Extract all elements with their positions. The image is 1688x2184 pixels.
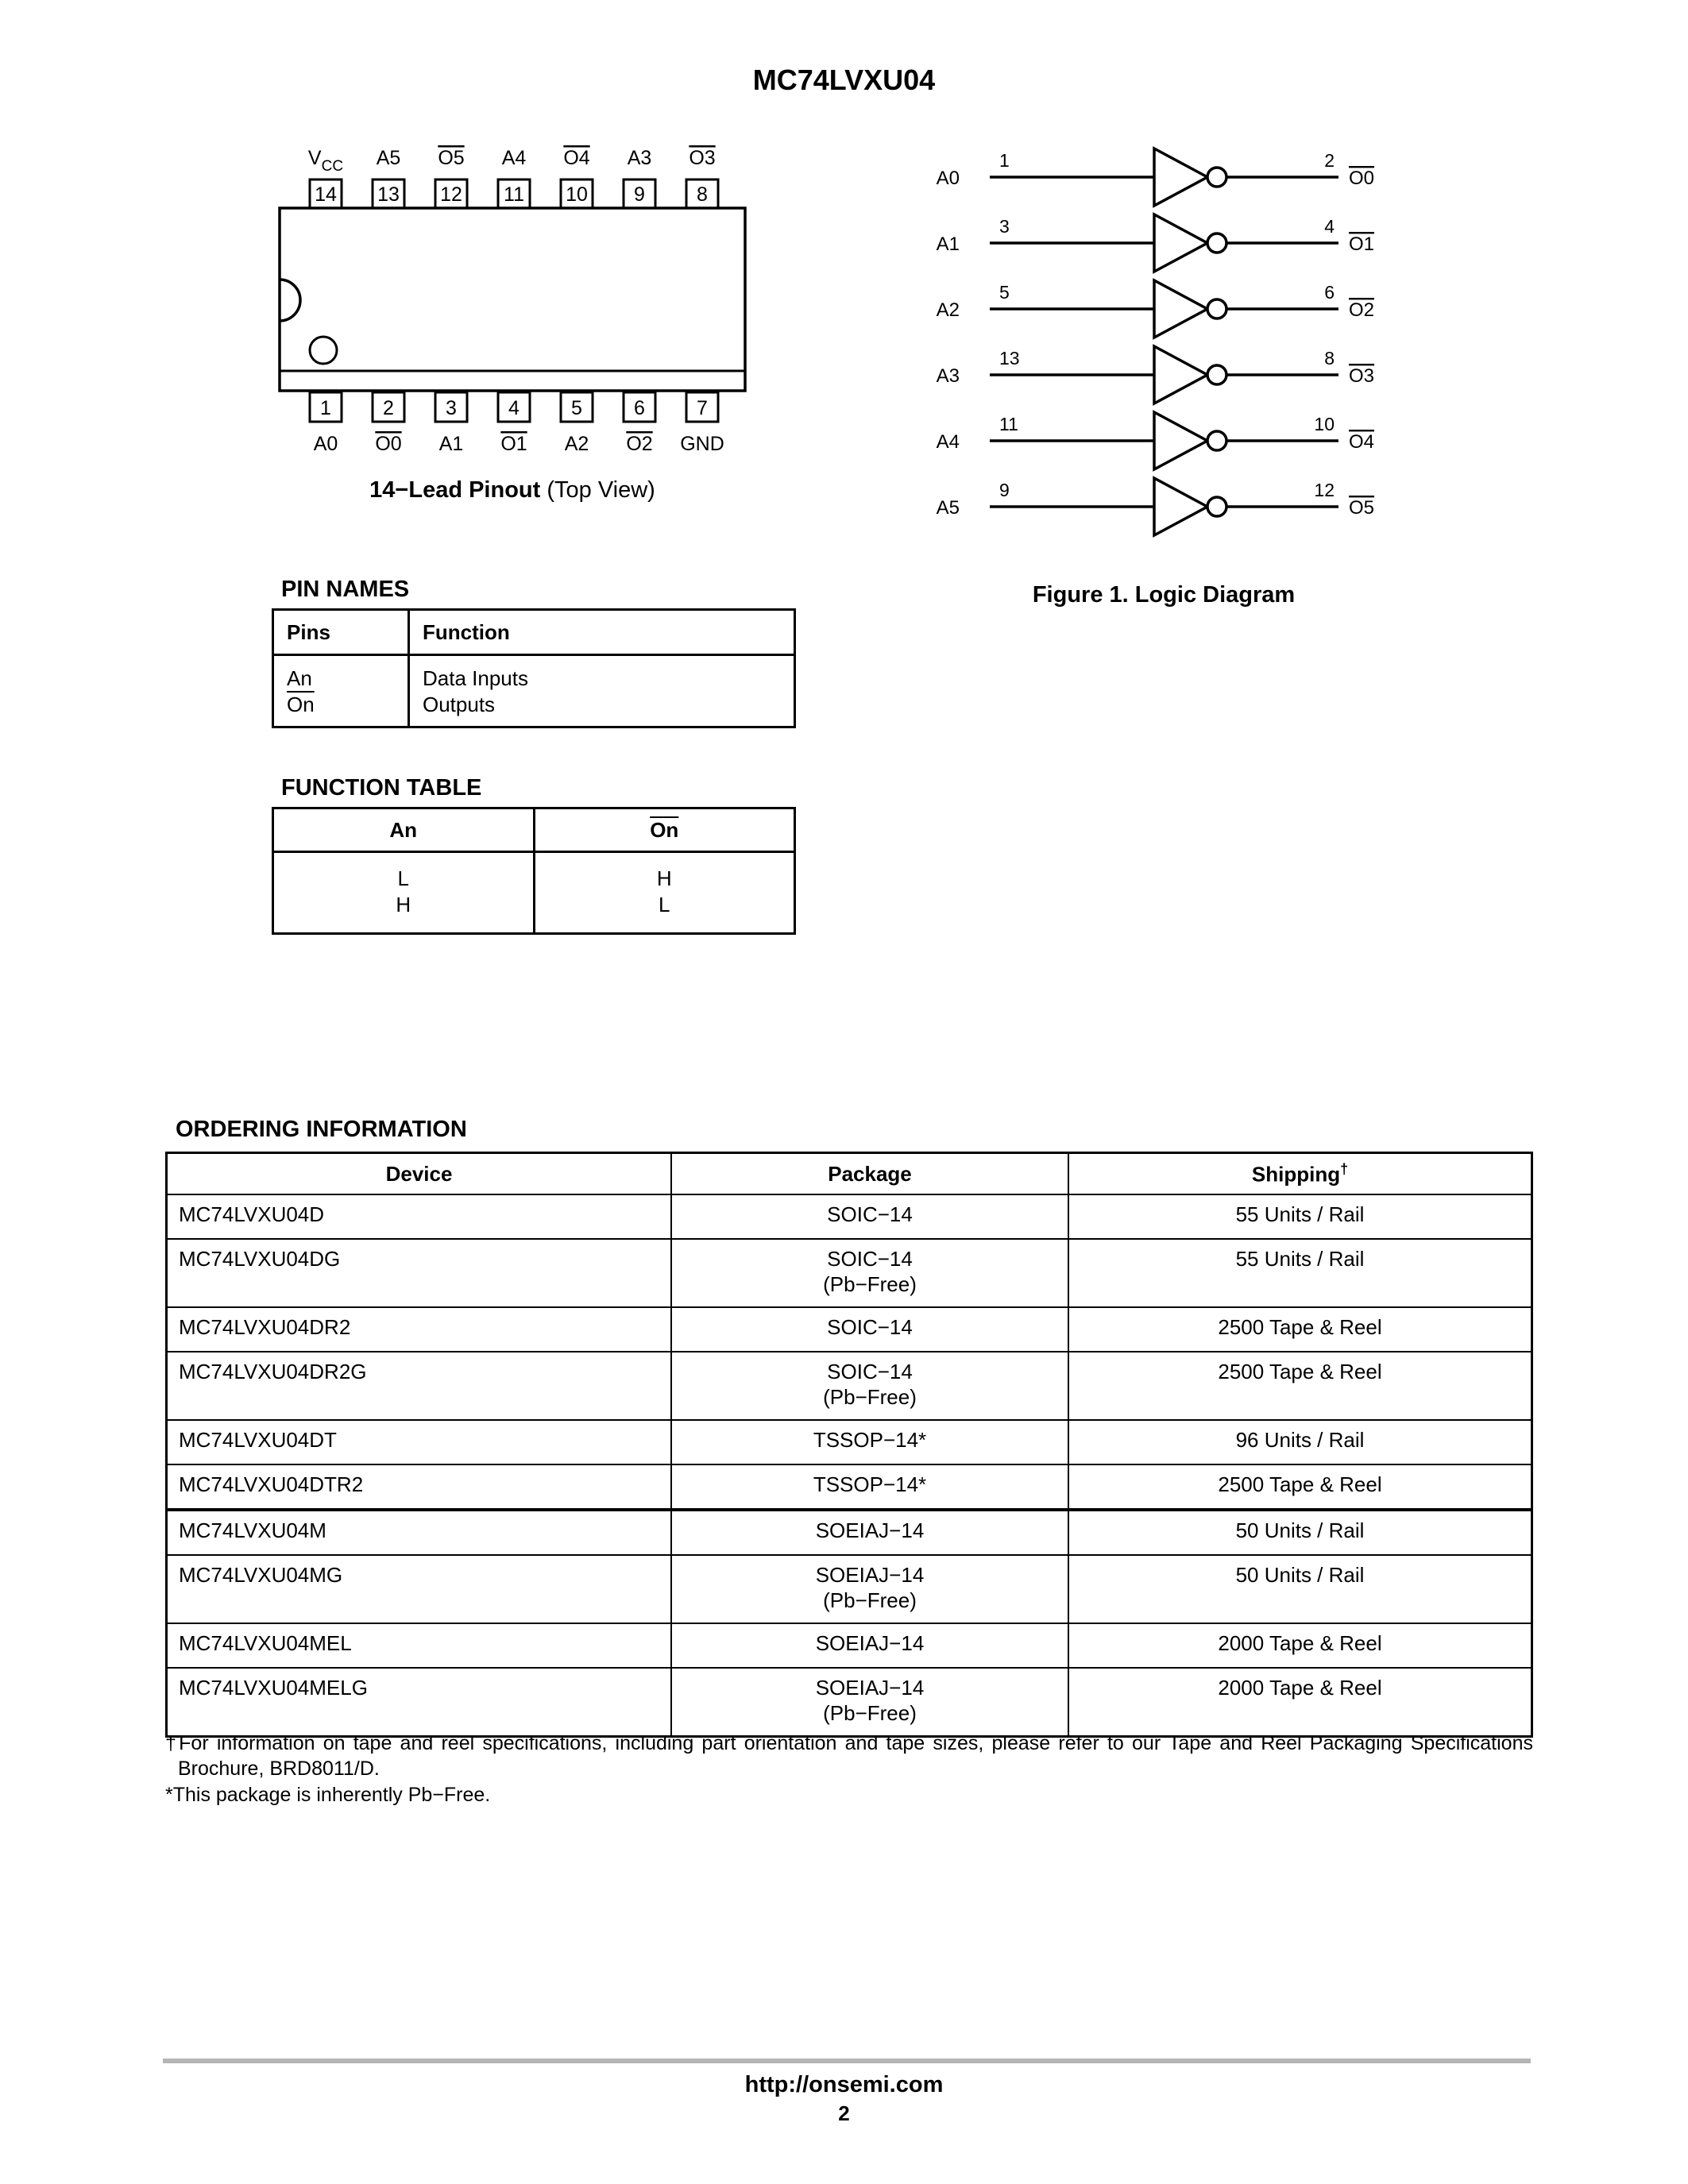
gate-input-pin: 1 xyxy=(999,150,1010,171)
gate-input-pin: 11 xyxy=(999,414,1018,434)
shipping-cell: 55 Units / Rail xyxy=(1068,1239,1532,1307)
function-input-col xyxy=(273,852,535,934)
inverter-gate-a1 xyxy=(937,214,1374,272)
pinout-caption xyxy=(270,477,755,504)
gate-output-label: O1 xyxy=(1349,233,1375,255)
pin-gnd xyxy=(680,392,724,455)
pin-number: 2 xyxy=(383,397,394,419)
inverter-bubble xyxy=(1207,497,1226,516)
pin-function: Outputs xyxy=(423,693,496,716)
inverter-gate-a5 xyxy=(937,478,1374,535)
ordering-row xyxy=(167,1555,1532,1623)
pin-name: $\overline{On}$ xyxy=(287,693,315,716)
inverter-triangle xyxy=(1154,412,1207,469)
gate-input-pin: 3 xyxy=(999,216,1010,237)
pin-number: 5 xyxy=(571,397,582,419)
page-title: MC74LVXU04 xyxy=(752,64,936,96)
ordering-row xyxy=(167,1464,1532,1510)
page-number: 2 xyxy=(838,2101,850,2125)
device-header: Device xyxy=(167,1153,672,1195)
package-cell: SOIC−14 (Pb−Free) xyxy=(671,1352,1068,1420)
pin-names-title: PIN NAMES xyxy=(281,577,410,602)
package-cell: SOIC−14 (Pb−Free) xyxy=(671,1239,1068,1307)
pin-o1 xyxy=(498,392,530,455)
device-cell: MC74LVXU04D xyxy=(167,1194,672,1239)
package-cell: SOEIAJ−14 xyxy=(671,1510,1068,1555)
package-cell: TSSOP−14* xyxy=(671,1420,1068,1464)
inverter-triangle xyxy=(1154,149,1207,206)
pin-names-table xyxy=(272,608,796,728)
pin-names-body-row xyxy=(273,655,795,727)
pin-a1 xyxy=(435,392,467,455)
gate-output-label: O2 xyxy=(1349,299,1375,321)
pin-function-col xyxy=(409,655,795,727)
ordering-body xyxy=(167,1194,1532,1737)
gate-input-pin: 5 xyxy=(999,282,1010,303)
ordering-row xyxy=(167,1668,1532,1737)
package-cell: SOEIAJ−14 (Pb−Free) xyxy=(671,1555,1068,1623)
shipping-cell: 55 Units / Rail xyxy=(1068,1194,1532,1239)
ordering-row xyxy=(167,1623,1532,1668)
package-header: Package xyxy=(671,1153,1068,1195)
shipping-cell: 2500 Tape & Reel xyxy=(1068,1464,1532,1510)
device-cell: MC74LVXU04DT xyxy=(167,1420,672,1464)
pin-v xyxy=(308,147,343,208)
shipping-cell: 2000 Tape & Reel xyxy=(1068,1668,1532,1737)
footer-divider xyxy=(163,2059,1531,2063)
pin1-indicator xyxy=(310,337,337,364)
logic-diagram-caption: Figure 1. Logic Diagram xyxy=(1032,582,1296,608)
function-table-body-row xyxy=(273,852,795,934)
inverter-triangle xyxy=(1154,280,1207,338)
gate-output-pin: 10 xyxy=(1314,414,1335,434)
pin-o2 xyxy=(624,392,655,455)
gate-output-label: O3 xyxy=(1349,365,1375,387)
ordering-row xyxy=(167,1239,1532,1307)
gate-input-label: A0 xyxy=(936,168,960,189)
pin-label: O5 xyxy=(438,147,465,169)
inverter-bubble xyxy=(1207,168,1226,187)
pin-names-col xyxy=(273,655,409,727)
pin-a4 xyxy=(498,147,530,208)
shipping-cell: 96 Units / Rail xyxy=(1068,1420,1532,1464)
package-cell: SOIC−14 xyxy=(671,1194,1068,1239)
pin-o5 xyxy=(435,147,467,208)
inverter-bubble xyxy=(1207,431,1226,450)
ordering-title: ORDERING INFORMATION xyxy=(176,1117,467,1142)
gate-output-label: O0 xyxy=(1349,168,1375,189)
pin-label: O3 xyxy=(689,147,716,169)
pins-header: Pins xyxy=(273,610,409,655)
device-cell: MC74LVXU04M xyxy=(167,1510,672,1555)
gate-output-pin: 6 xyxy=(1324,282,1335,303)
pin-a2 xyxy=(561,392,593,455)
ordering-row xyxy=(167,1352,1532,1420)
gate-output-pin: 12 xyxy=(1314,480,1335,500)
device-cell: MC74LVXU04DR2 xyxy=(167,1307,672,1352)
pin-label: O0 xyxy=(375,433,402,455)
footer-url[interactable]: http://onsemi.com xyxy=(744,2072,944,2097)
pin-label: A2 xyxy=(564,433,589,455)
pin-number: 6 xyxy=(634,397,645,419)
pin-number: 12 xyxy=(440,183,462,206)
inverter-gate-a0 xyxy=(937,149,1374,206)
inverter-triangle xyxy=(1154,478,1207,535)
logic-diagram xyxy=(914,127,1430,572)
function-input-header: An xyxy=(273,808,535,852)
gate-input-pin: 9 xyxy=(999,480,1010,500)
pin-a5 xyxy=(373,147,404,208)
function-input: L xyxy=(397,866,409,890)
ic-package-body xyxy=(280,208,745,391)
gate-input-label: A1 xyxy=(936,233,960,255)
gate-input-label: A3 xyxy=(936,365,960,387)
gate-output-pin: 2 xyxy=(1324,150,1335,171)
device-cell: MC74LVXU04MELG xyxy=(167,1668,672,1737)
pin-number: 1 xyxy=(320,397,331,419)
pin-a0 xyxy=(310,392,342,455)
pin-number: 14 xyxy=(315,183,337,206)
shipping-cell: 50 Units / Rail xyxy=(1068,1555,1532,1623)
ordering-row xyxy=(167,1194,1532,1239)
pin-label: A1 xyxy=(438,433,464,455)
ordering-row xyxy=(167,1307,1532,1352)
pin-label: $V_{CC}$ xyxy=(307,147,344,175)
pin-number: 4 xyxy=(508,397,520,419)
function-input: H xyxy=(396,893,411,916)
function-output: L xyxy=(659,893,670,916)
package-cell: SOEIAJ−14 (Pb−Free) xyxy=(671,1668,1068,1737)
pin-o3 xyxy=(686,147,718,208)
function-table-header-row xyxy=(273,808,795,852)
ordering-row xyxy=(167,1510,1532,1555)
gate-output-label: O5 xyxy=(1349,497,1375,519)
device-cell: MC74LVXU04DTR2 xyxy=(167,1464,672,1510)
pin-label: GND xyxy=(680,433,724,455)
ordering-table xyxy=(165,1152,1533,1738)
ordering-header-row xyxy=(167,1153,1532,1195)
gate-output-pin: 8 xyxy=(1324,348,1335,369)
pinout-caption-rest: (Top View) xyxy=(540,477,655,503)
pin-number: 9 xyxy=(634,183,645,206)
device-cell: MC74LVXU04MEL xyxy=(167,1623,672,1668)
shipping-header: Shipping† xyxy=(1068,1153,1532,1195)
shipping-cell: 2500 Tape & Reel xyxy=(1068,1352,1532,1420)
pin-number: 11 xyxy=(504,183,524,206)
ordering-row xyxy=(167,1420,1532,1464)
pin-number: 3 xyxy=(446,397,457,419)
top-pin-row xyxy=(308,147,718,208)
inverter-gate-a4 xyxy=(937,412,1374,469)
ic-notch xyxy=(280,280,300,321)
pin-number: 10 xyxy=(566,183,588,206)
function-output-header: $\overline{On}$ xyxy=(534,808,795,852)
gate-output-pin: 4 xyxy=(1324,216,1335,237)
function-header: Function xyxy=(409,610,795,655)
gate-input-label: A4 xyxy=(936,431,960,453)
pin-o0 xyxy=(373,392,404,455)
device-cell: MC74LVXU04DR2G xyxy=(167,1352,672,1420)
inverter-gate-a3 xyxy=(937,346,1374,403)
gate-input-label: A5 xyxy=(936,497,960,519)
gate-input-pin: 13 xyxy=(999,348,1020,369)
pin-number: 13 xyxy=(377,183,400,206)
pin-number: 7 xyxy=(697,397,708,419)
inverter-triangle xyxy=(1154,214,1207,272)
pinout-caption-bold: 14−Lead Pinout xyxy=(369,477,541,503)
pin-number: 8 xyxy=(697,183,708,206)
pinout-diagram xyxy=(0,0,874,516)
bottom-pin-row xyxy=(310,392,724,455)
shipping-cell: 50 Units / Rail xyxy=(1068,1510,1532,1555)
function-table xyxy=(272,807,796,935)
inverter-bubble xyxy=(1207,299,1226,318)
pin-names-header-row xyxy=(273,610,795,655)
pin-label: A4 xyxy=(501,147,527,169)
pin-label: O2 xyxy=(626,433,653,455)
pin-label: O4 xyxy=(563,147,590,169)
device-cell: MC74LVXU04MG xyxy=(167,1555,672,1623)
package-cell: SOEIAJ−14 xyxy=(671,1623,1068,1668)
pin-name: An xyxy=(287,666,312,690)
package-cell: TSSOP−14* xyxy=(671,1464,1068,1510)
pin-label: A3 xyxy=(627,147,652,169)
shipping-cell: 2500 Tape & Reel xyxy=(1068,1307,1532,1352)
pin-o4 xyxy=(561,147,593,208)
inverter-bubble xyxy=(1207,365,1226,384)
inverter-triangle xyxy=(1154,346,1207,403)
gate-output-label: O4 xyxy=(1349,431,1375,453)
gate-input-label: A2 xyxy=(936,299,960,321)
inverter-gate-a2 xyxy=(937,280,1374,338)
pin-a3 xyxy=(624,147,655,208)
pin-label: A5 xyxy=(376,147,401,169)
pin-label: O1 xyxy=(500,433,527,455)
function-table-title: FUNCTION TABLE xyxy=(281,775,482,801)
inverter-bubble xyxy=(1207,233,1226,253)
function-output: H xyxy=(656,866,672,890)
package-cell: SOIC−14 xyxy=(671,1307,1068,1352)
function-output-col xyxy=(534,852,795,934)
ordering-footnote-star: *This package is inherently Pb−Free. xyxy=(165,1784,491,1806)
pin-label: A0 xyxy=(313,433,338,455)
pin-function: Data Inputs xyxy=(423,666,528,690)
ordering-footnote-dagger: †For information on tape and reel specifications, including part orientation and tape sizes, please refer to our Tape and Reel Packaging Specifications Brochure, BRD8011/D. xyxy=(165,1732,1533,1780)
shipping-cell: 2000 Tape & Reel xyxy=(1068,1623,1532,1668)
device-cell: MC74LVXU04DG xyxy=(167,1239,672,1307)
